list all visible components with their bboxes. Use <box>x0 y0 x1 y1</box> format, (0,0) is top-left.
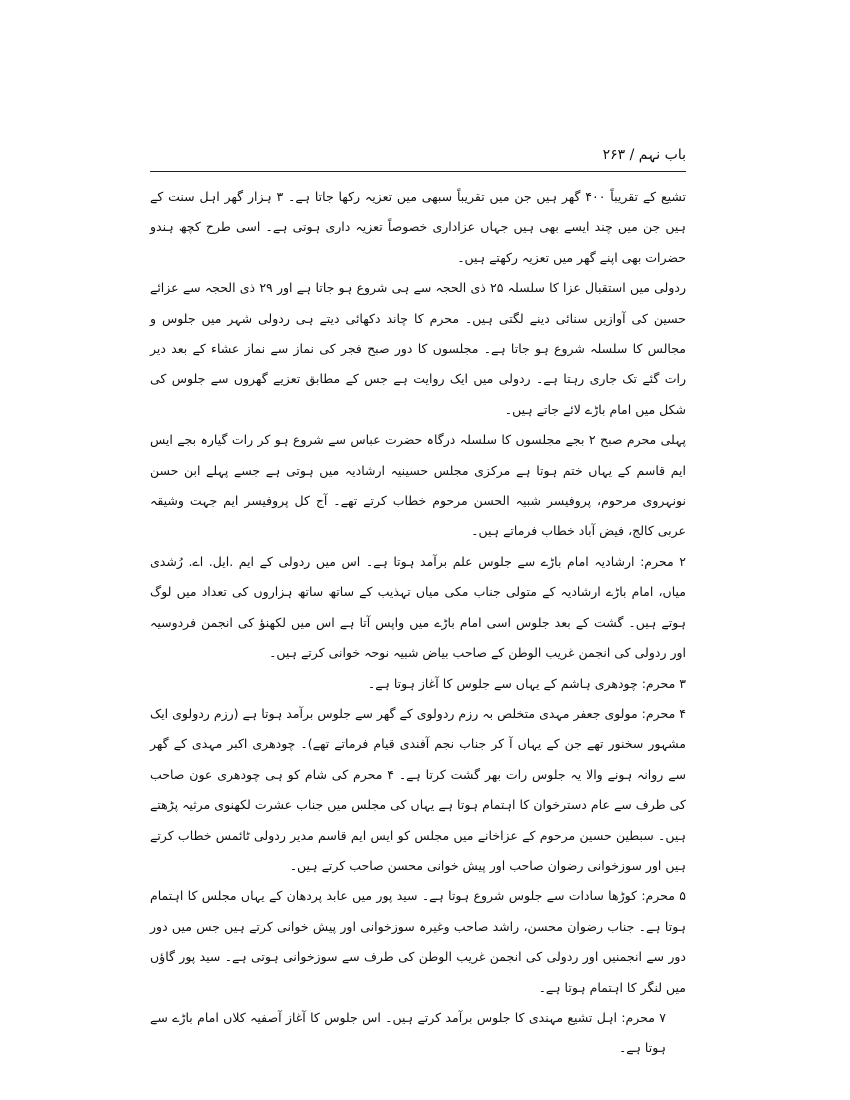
body-text <box>150 182 686 1064</box>
page-header <box>150 140 686 170</box>
paragraph-intro: تشیع کے تقریباً ۴۰۰ گھر ہیں جن میں تقریباً سبھی میں تعزیہ رکھا جاتا ہے۔ ۳ ہزار گھر اہل سنت کے ہیں جن میں چند ایسے بھی ہیں جہاں عزاداری خصوصاً تعزیہ داری ہوتی ہے۔ اسی طرح کچھ ہندو حضرات بھی اپنے گھر میں تعزیہ رکھتے ہیں۔ <box>150 189 687 265</box>
paragraph-rudauli-custom: ردولی میں استقبال عزا کا سلسلہ ۲۵ ذی الحجہ سے ہی شروع ہو جاتا ہے اور ۲۹ ذی الحجہ سے عزائے حسین کی آوازیں سنائی دینے لگتی ہیں۔ محرم کا چاند دکھائی دیتے ہی ردولی شہر میں جلوس و مجالس کا سلسلہ شروع ہو جاتا ہے۔ مجلسوں کا دور صبح فجر کی نماز سے نماز عشاء کے بعد دیر رات گئے تک جاری رہتا ہے۔ ردولی میں ایک روایت ہے جس کے مطابق تعزیے گھروں سے جلوس کی شکل میں امام باڑے لائے جاتے ہیں۔ <box>150 280 686 417</box>
paragraph-fifth-muharram: ۵ محرم: کوڑھا سادات سے جلوس شروع ہوتا ہے۔ سید پور میں عابد پردھان کے یہاں مجلس کا اہتمام ہوتا ہے۔ جناب رضوان محسن، راشد صاحب وغیرہ سوزخوانی اور پیش خوانی کرتے ہیں جس میں دور دور سے انجمنیں اور ردولی کی انجمن غریب الوطن کی طرف سے سوزخوانی ہوتی ہے۔ سید پور گاؤں میں لنگر کا اہتمام ہوتا ہے۔ <box>150 888 686 995</box>
paragraph-second-muharram: ۲ محرم: ارشادیہ امام باڑے سے جلوس علم برآمد ہوتا ہے۔ اس میں ردولی کے ایم .ایل. اے. رُشدی میاں، امام باڑے ارشادیہ کے متولی جناب مکی میاں تہذیب کے ساتھ ساتھ ہزاروں کی تعداد میں لوگ ہوتے ہیں۔ گشت کے بعد جلوس اسی امام باڑے میں واپس آتا ہے اس میں لکھنؤ کی انجمن فردوسیہ اور ردولی کی انجمن غریب الوطن کے صاحب بیاض شبیہ نوحہ خوانی کرتے ہیں۔ <box>150 553 686 661</box>
paragraph-fourth-muharram: ۴ محرم: مولوی جعفر مہدی متخلص بہ رزم ردولوی کے گھر سے جلوس برآمد ہوتا ہے (رزم ردولوی ایک مشہور سخنور تھے جن کے یہاں آ کر جناب نجم آفندی قیام فرماتے تھے)۔ چودھری اکبر مہدی کے گھر سے روانہ ہونے والا یہ جلوس رات بھر گشت کرتا ہے۔ ۴ محرم کی شام کو ہی چودھری عون صاحب کی طرف سے عام دسترخوان کا اہتمام ہوتا ہے یہاں کی مجلس میں جناب عشرت لکھنوی مرثیہ پڑھتے ہیں۔ سبطین حسین مرحوم کے عزاخانے میں مجلس کو ایس ایم قاسم مدیر ردولی ٹائمس خطاب کرتے ہیں اور سوزخوانی رضوان صاحب اور پیش خوانی محسن صاحب کرتے ہیں۔ <box>150 705 686 873</box>
paragraph-third-muharram: ۳ محرم: چودھری ہاشم کے یہاں سے جلوس کا آغاز ہوتا ہے۔ <box>367 675 686 691</box>
paragraph-first-muharram: پہلی محرم صبح ۲ بجے مجلسوں کا سلسلہ درگاہ حضرت عباس سے شروع ہو کر رات گیارہ بجے ایس ایم قاسم کے یہاں ختم ہوتا ہے مرکزی مجلس حسینیہ ارشادیہ میں ہوتی ہے جسے پہلے ابن حسن نونہروی مرحوم، پروفیسر شبیہ الحسن مرحوم خطاب کرتے تھے۔ آج کل پروفیسر ایم جہت وشیقہ عربی کالج، فیض آباد خطاب فرماتے ہیں۔ <box>150 432 687 539</box>
header-rule <box>150 171 686 172</box>
running-head: باب نہم / ۲۶۳ <box>602 147 686 163</box>
paragraph-seventh-muharram: ۷ محرم: اہل تشیع مہندی کا جلوس برآمد کرتے ہیں۔ اس جلوس کا آغاز آصفیہ کلاں امام باڑے سے ہوتا ہے۔ <box>150 1009 666 1056</box>
